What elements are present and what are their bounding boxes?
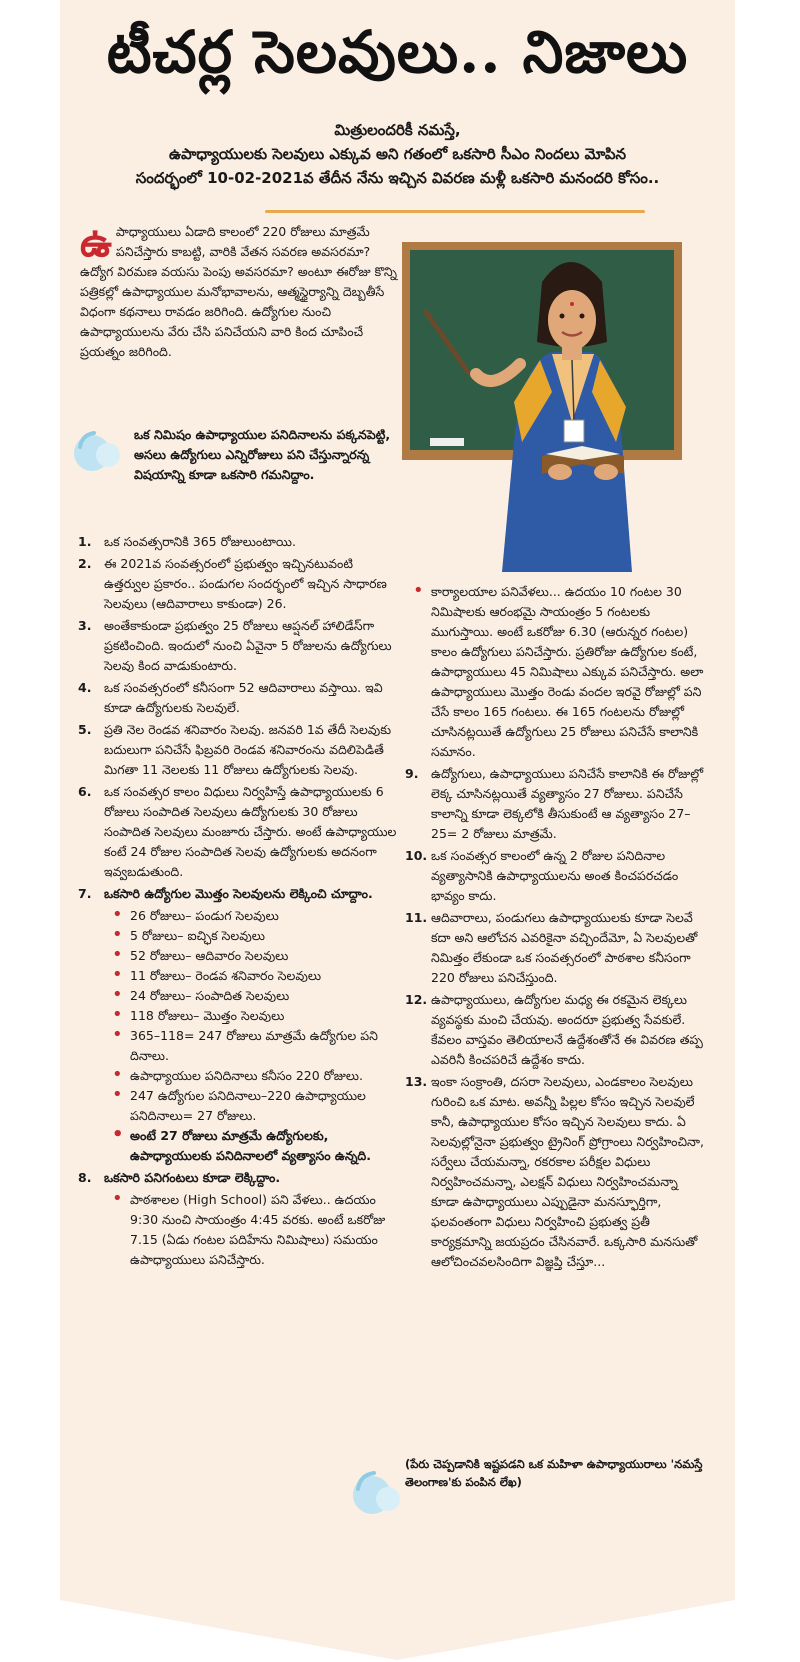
bullet-item: • 365–118= 247 రోజులు మాత్రమే ఉద్యోగుల పని దినాలు. bbox=[104, 1026, 400, 1066]
bullet-item: • 26 రోజులు– పండుగ సెలవులు bbox=[104, 906, 400, 926]
list-item: 10. ఒక సంవత్సర కాలంలో ఉన్న 2 రోజుల పనిదినాల వ్యత్యాసానికి ఉపాధ్యాయులను అంత కించపరచడం భావ్యం కాదు. bbox=[405, 848, 679, 903]
intro bbox=[60, 118, 735, 190]
signature-note: (పేరు చెప్పడానికి ఇష్టపడని ఒక మహిళా ఉపాధ్యాయురాలు 'నమస్తే తెలంగాణ'కు పంపిన లేఖ) bbox=[405, 1457, 703, 1489]
intro-greeting: మిత్రులందరికీ నమస్తే, bbox=[334, 121, 461, 139]
list-item: 9. ఉద్యోగులు, ఉపాధ్యాయులు పనిచేసే కాలానికి ఈ రోజుల్లో లెక్క చూసినట్లయితే వ్యత్యాసం 27 రోజులు. పనిచేసే కాలాన్ని కూడా లెక్కలోకి తీసుకుంటే ఆ వ్యత్యాసం 27–25= 2 రోజులు మాత్రమే. bbox=[405, 766, 704, 841]
quote-bubble-icon bbox=[70, 425, 126, 477]
item-8-bullets bbox=[104, 1190, 400, 1270]
list-item: 2. ఈ 2021వ సంవత్సరంలో ప్రభుత్వం ఇచ్చినటువంటి ఉత్తర్వుల ప్రకారం.. పండుగల సందర్భంలో ఇచ్చిన సాధారణ సెలవులు (ఆదివారాలు కాకుండా) 26. bbox=[78, 556, 387, 611]
list-item: 3. అంతేకాకుండా ప్రభుత్వం 25 రోజులు ఆప్షనల్ హాలిడేస్‌గా ప్రకటించింది. ఇందులో నుంచి ఏవైనా 5 రోజులను ఉద్యోగులు సెలవు కింద వాడుకుంటారు. bbox=[78, 618, 392, 673]
list-item: 1. ఒక సంవత్సరానికి 365 రోజులుంటాయి. bbox=[78, 534, 296, 549]
bullet-item: • కార్యాలయాల పనివేళలు... ఉదయం 10 గంటల 30 నిమిషాలకు ఆరంభమై సాయంత్రం 5 గంటలకు ముగుస్తాయి. అంటే ఒకరోజు 6.30 (ఆరున్నర గంటల) కాలం ఉద్యోగులు పనిచేస్తారు. ప్రతిరోజు ఉద్యోగుల కంటే, ఉపాధ్యాయులు 45 నిమిషాలు ఎక్కువ పనిచేస్తారు. అలా ఉపాధ్యాయులు మొత్తం రెండు వందల ఇరవై రోజుల్లో పని చేసే కాలం 165 గంటలు. ఈ 165 గంటలను రోజుల్లో చూసినట్లయితే ఉద్యోగులు 25 రోజులు పనిచేసే కాలానికి సమానం. bbox=[405, 582, 705, 762]
intro-underline bbox=[265, 210, 645, 213]
bullet-item: • 247 ఉద్యోగుల పనిదినాలు–220 ఉపాధ్యాయుల పనిదినాలు= 27 రోజులు. bbox=[104, 1086, 400, 1126]
bullet-item: • పాఠశాలల (High School) పని వేళలు.. ఉదయం 9:30 నుంచి సాయంత్రం 4:45 వరకు. అంటే ఒకరోజు 7.15 (ఏడు గంటల పదిహేను నిమిషాలు) సమయం ఉపాధ్యాయులు పనిచేస్తారు. bbox=[104, 1190, 400, 1270]
right-bullets bbox=[405, 582, 705, 762]
bullet-item: • 5 రోజులు– ఐచ్ఛిక సెలవులు bbox=[104, 926, 400, 946]
article-card-tip bbox=[60, 1600, 735, 1660]
list-item: 4. ఒక సంవత్సరంలో కనీసంగా 52 ఆదివారాలు వస్తాయి. ఇవి కూడా ఉద్యోగులకు సెలవులే. bbox=[78, 680, 383, 715]
pullquote-text: ఒక నిమిషం ఉపాధ్యాయుల పనిదినాలను పక్కనపెట్టి, అసలు ఉద్యోగులు ఎన్నిరోజులు పని చేస్తున్నారన్న విషయాన్ని కూడా ఒకసారి గమనిద్దాం. bbox=[134, 427, 391, 482]
left-column-list bbox=[78, 532, 400, 1272]
list-item: 6. ఒక సంవత్సర కాలం విధులు నిర్వహిస్తే ఉపాధ్యాయులకు 6 రోజులు సంపాదిత సెలవులు ఉద్యోగులకు 30 రోజులు సంపాదిత సెలవులు మంజూరు చేస్తారు. అంటే ఉపాధ్యాయుల కంటే 24 రోజుల సంపాదిత సెలవు ఉద్యోగులకు అదనంగా ఇవ్వబడుతుంది. bbox=[78, 784, 397, 879]
list-item: 11. ఆదివారాలు, పండుగలు ఉపాధ్యాయులకు కూడా సెలవే కదా అని ఆలోచన ఎవరికైనా వచ్చిందేమో, ఏ సెలవులతో నిమిత్తం లేకుండా ఒక సంవత్సరంలో పాఠశాల కనీసంగా 220 రోజులు పనిచేస్తుంది. bbox=[405, 910, 698, 985]
list-item: 7. ఒకసారి ఉద్యోగుల మొత్తం సెలవులను లెక్కించి చూద్దాం. • 26 రోజులు– పండుగ సెలవులు • 5 రోజులు– ఐచ్ఛిక సెలవులు • 52 రోజులు– ఆదివారం సెలవులు • 11 రోజులు– రెండవ శనివారం సెలవులు • 24 రోజులు– సంపాదిత సెలవులు • 118 రోజులు– మొత్తం సెలవులు • 365–118= 247 రోజులు మాత్రమే ఉద్యోగుల పని దినాలు. • ఉపాధ్యాయుల పనిదినాలు కనీసం 220 రోజులు. • 247 ఉద్యోగుల పనిదినాలు–220 ఉపాధ్యాయుల పనిదినాలు= 27 రోజులు. • అంటే 27 రోజులు మాత్రమే ఉద్యోగులకు, ఉపాధ్యాయులకు పనిదినాలలో వ్యత్యాసం ఉన్నది. bbox=[78, 884, 400, 1166]
list-item: 12. ఉపాధ్యాయులు, ఉద్యోగుల మధ్య ఈ రకమైన లెక్కలు వ్యవస్థకు మంచి చేయవు. అందరూ ప్రభుత్వ సేవకులే. కేవలం వాస్తవం తెలియాలనే ఉద్దేశంతోనే ఈ వివరణ తప్ప ఎవరినీ కించపరిచే ఉద్దేశం కాదు. bbox=[405, 992, 703, 1067]
bullet-item: • 24 రోజులు– సంపాదిత సెలవులు bbox=[104, 986, 400, 1006]
bullet-item: • అంటే 27 రోజులు మాత్రమే ఉద్యోగులకు, ఉపాధ్యాయులకు పనిదినాలలో వ్యత్యాసం ఉన్నది. bbox=[104, 1126, 400, 1166]
item-7-bullets bbox=[104, 906, 400, 1166]
right-column-list bbox=[405, 580, 705, 1274]
bullet-item: • 11 రోజులు– రెండవ శనివారం సెలవులు bbox=[104, 966, 400, 986]
intro-line-2: ఉపాధ్యాయులకు సెలవులు ఎక్కువ అని గతంలో ఒకసారి సీఎం నిందలు మోపిన bbox=[168, 145, 627, 163]
bullet-item: • ఉపాధ్యాయుల పనిదినాలు కనీసం 220 రోజులు. bbox=[104, 1066, 400, 1086]
list-item: 13. ఇంకా సంక్రాంతి, దసరా సెలవులు, ఎండకాలం సెలవులు గురించి ఒక మాట. అవన్నీ పిల్లల కోసం ఇచ్చిన సెలవులే కానీ, ఉపాధ్యాయుల కోసం ఇచ్చిన సెలవులు కాదు. ఏ సెలవుల్లోనైనా ప్రభుత్వం ట్రైనింగ్ ప్రోగ్రాంలు నిర్వహించినా, సర్వేలు చేయమన్నా, రకరకాల పరీక్షల విధులు నిర్వహించమన్నా, ఎలక్షన్ విధులు నిర్వహించమన్నా కూడా ఉపాధ్యాయులు ఎప్పుడైనా మనస్ఫూర్తిగా, ఫలవంతంగా విధులు నిర్వహించి ప్రభుత్వ ప్రతీ కార్యక్రమాన్ని జయప్రదం చేసినవారే. ఒక్కసారి మనసుతో ఆలోచించవలసిందిగా విజ్ఞప్తి చేస్తూ... bbox=[405, 1074, 705, 1269]
headline: టీచర్ల సెలవులు.. నిజాలు bbox=[106, 18, 689, 86]
intro-line-3: సందర్భంలో 10-02-2021వ తేదీన నేను ఇచ్చిన వివరణ మళ్లీ ఒకసారి మనందరి కోసం.. bbox=[135, 169, 660, 187]
pullquote bbox=[70, 425, 400, 505]
dropcap: ఉ bbox=[80, 219, 112, 266]
list-item: 5. ప్రతి నెల రెండవ శనివారం సెలవు. జనవరి 1వ తేదీ సెలవుకు బదులుగా పనిచేసే ఫిబ్రవరి రెండవ శనివారంను వదిలిపెడితే మిగతా 11 నెలలకు 11 రోజులు ఉద్యోగులకు సెలవు. bbox=[78, 722, 392, 777]
lead-paragraph bbox=[80, 219, 402, 362]
lead-text: పాధ్యాయులు ఏడాది కాలంలో 220 రోజులు మాత్రమే పనిచేస్తారు కాబట్టి, వారికి వేతన సవరణ అవసరమా? ఉద్యోగ విరమణ వయసు పెంపు అవసరమా? అంటూ ఈరోజు కొన్ని పత్రికల్లో ఉపాధ్యాయుల మనోభావాలను, ఆత్మస్థైర్యాన్ని దెబ్బతీసే విధంగా కథనాలు రావడం జరిగింది. ఉద్యోగుల నుంచి ఉపాధ్యాయులను వేరు చేసి పనిచేయని వారి కింద చూపించే ప్రయత్నం జరిగింది. bbox=[80, 224, 397, 359]
list-item: 8. ఒకసారి పనిగంటలు కూడా లెక్కిద్దాం. • పాఠశాలల (High School) పని వేళలు.. ఉదయం 9:30 నుంచి సాయంత్రం 4:45 వరకు. అంటే ఒకరోజు 7.15 (ఏడు గంటల పదిహేను నిమిషాలు) సమయం ఉపాధ్యాయులు పనిచేస్తారు. bbox=[78, 1168, 400, 1270]
quote-bubble-icon bbox=[348, 1465, 406, 1521]
teacher-illustration bbox=[402, 242, 696, 572]
bullet-item: • 52 రోజులు– ఆదివారం సెలవులు bbox=[104, 946, 400, 966]
bullet-item: • 118 రోజులు– మొత్తం సెలవులు bbox=[104, 1006, 400, 1026]
